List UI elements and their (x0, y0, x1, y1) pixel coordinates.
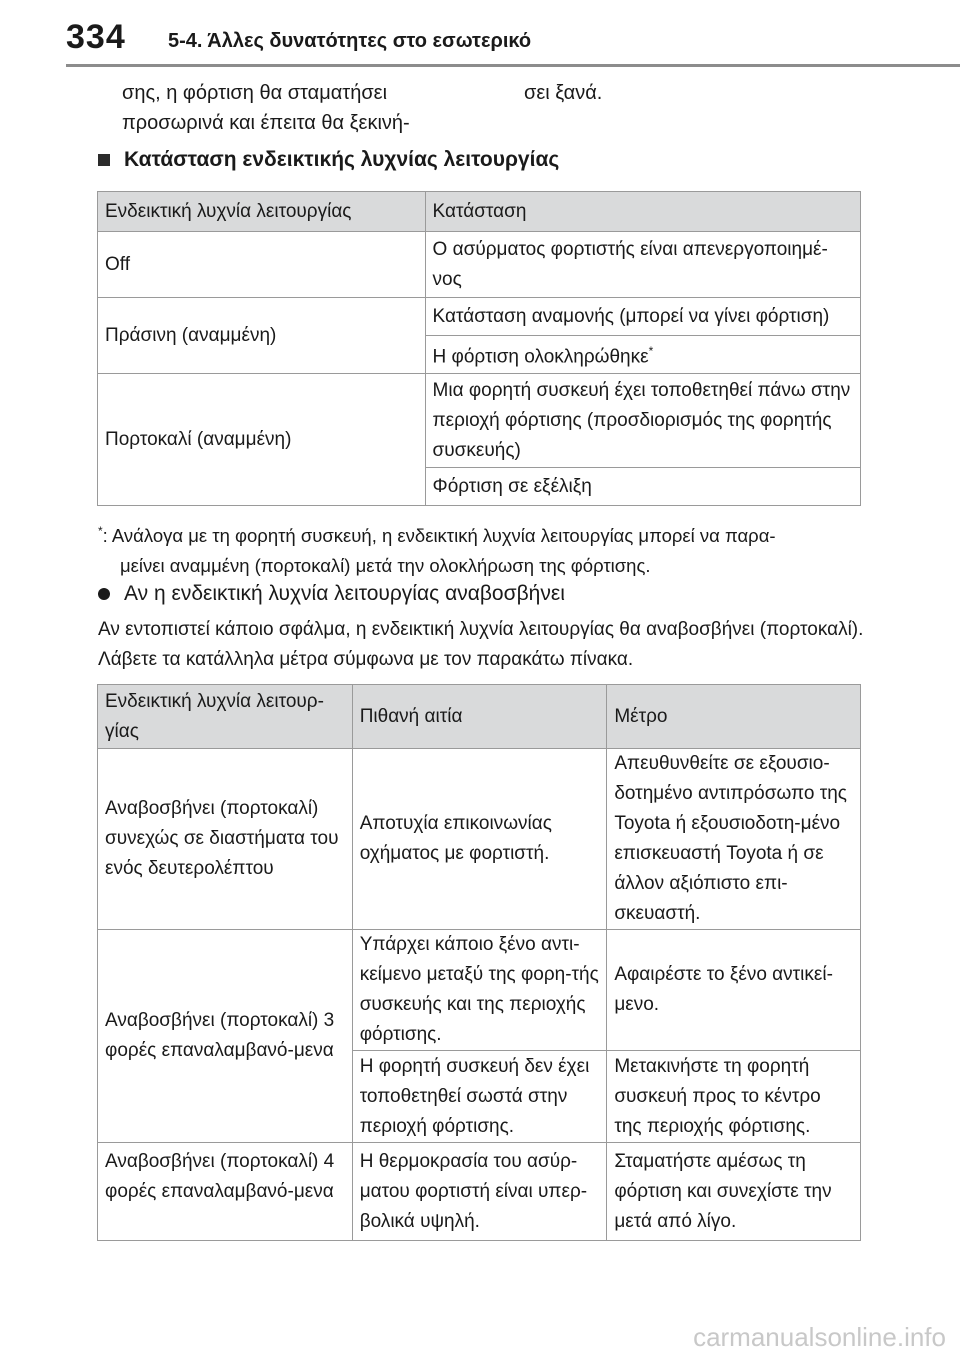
troubleshooting-table (97, 684, 861, 1241)
status-table (97, 191, 861, 506)
status-table-state-cell: Ο ασύρματος φορτιστής είναι απενεργοποιημέ-νος (425, 232, 860, 298)
blinking-section-heading (98, 582, 565, 606)
page-header (0, 0, 960, 72)
status-section-heading (98, 148, 559, 172)
status-table-state-cell: Κατάσταση αναμονής (μπορεί να γίνει φόρτιση) (425, 298, 860, 336)
troubleshooting-cause-cell: Η θερμοκρασία του ασύρ-ματου φορτιστή είναι υπερ-βολικά υψηλή. (352, 1143, 607, 1241)
troubleshooting-lamp-cell: Αναβοσβήνει (πορτοκαλί) 4 φορές επαναλαμβανό-μενα (98, 1143, 353, 1241)
troubleshooting-measure-cell: Αφαιρέστε το ξένο αντικεί-μενο. (607, 930, 861, 1051)
footnote-line: μείνει αναμμένη (πορτοκαλί) μετά την ολοκλήρωση της φόρτισης. (120, 555, 651, 577)
status-table-header: Κατάσταση (425, 192, 860, 232)
troubleshooting-cause-cell: Υπάρχει κάποιο ξένο αντι-κείμενο μεταξύ της φορη-τής συσκευής και της περιοχής φόρτισης. (352, 930, 607, 1051)
troubleshooting-lamp-cell: Αναβοσβήνει (πορτοκαλί) 3 φορές επαναλαμβανό-μενα (98, 930, 353, 1143)
troubleshooting-table-header: Μέτρο (607, 685, 861, 749)
troubleshooting-cause-cell: Αποτυχία επικοινωνίας οχήματος με φορτιστή. (352, 749, 607, 930)
continuation-line: σης, η φόρτιση θα σταματήσει (122, 82, 388, 104)
footnote-marker: * (648, 344, 654, 359)
troubleshooting-table-header: Πιθανή αιτία (352, 685, 607, 749)
status-table-lamp-cell: Πράσινη (αναμμένη) (98, 298, 426, 374)
status-table-state-cell (425, 336, 860, 374)
continuation-text-right (524, 78, 602, 108)
status-table-state-text: Η φόρτιση ολοκληρώθηκε (432, 346, 649, 368)
footnote (98, 516, 868, 581)
status-table-state-cell: Μια φορητή συσκευή έχει τοποθετηθεί πάνω στην περιοχή φόρτισης (προσδιορισμός της φορητής συσκευής) (425, 374, 860, 468)
troubleshooting-cause-cell: Η φορητή συσκευή δεν έχει τοποθετηθεί σωστά στην περιοχή φόρτισης. (352, 1051, 607, 1143)
watermark: carmanualsonline.info (693, 1322, 946, 1352)
troubleshooting-measure-cell: Απευθυνθείτε σε εξουσιο-δοτημένο αντιπρόσωπο της Toyota ή εξουσιοδοτη-μένο επισκευαστή Toyota ή σε άλλον αξιόπιστο επι-σκευαστή. (607, 749, 861, 930)
blinking-section-paragraph: Αν εντοπιστεί κάποιο σφάλμα, η ενδεικτική λυχνία λειτουργίας θα αναβοσβήνει (πορτοκαλί). Λάβετε τα κατάλληλα μέτρα σύμφωνα με τον παρακάτω πίνακα. (98, 619, 864, 670)
footnote-line: : Ανάλογα με τη φορητή συσκευή, η ενδεικτική λυχνία λειτουργίας μπορεί να παρα- (102, 525, 776, 547)
section-title: 5-4. Άλλες δυνατότητες στο εσωτερικό (168, 30, 532, 52)
troubleshooting-measure-cell: Μετακινήστε τη φορητή συσκευή προς το κέντρο της περιοχής φόρτισης. (607, 1051, 861, 1143)
status-table-lamp-cell: Off (98, 232, 426, 298)
round-bullet-icon (98, 588, 110, 600)
continuation-text-left (122, 78, 482, 138)
footnote-asterisk: * (98, 524, 103, 538)
troubleshooting-measure-cell: Σταματήστε αμέσως τη φόρτιση και συνεχίστε την μετά από λίγο. (607, 1143, 861, 1241)
status-table-state-cell: Φόρτιση σε εξέλιξη (425, 468, 860, 506)
continuation-line: σει ξανά. (524, 82, 603, 104)
header-divider (66, 64, 960, 67)
status-section-heading-text: Κατάσταση ενδεικτικής λυχνίας λειτουργίας (124, 148, 560, 171)
blinking-section-heading-text: Αν η ενδεικτική λυχνία λειτουργίας αναβοσβήνει (124, 582, 565, 605)
troubleshooting-table-header: Ενδεικτική λυχνία λειτουρ-γίας (98, 685, 353, 749)
page-number: 334 (66, 18, 126, 56)
square-bullet-icon (98, 154, 110, 166)
continuation-line: προσωρινά και έπειτα θα ξεκινή- (122, 112, 410, 134)
status-table-header: Ενδεικτική λυχνία λειτουργίας (98, 192, 426, 232)
status-table-lamp-cell: Πορτοκαλί (αναμμένη) (98, 374, 426, 506)
troubleshooting-lamp-cell: Αναβοσβήνει (πορτοκαλί) συνεχώς σε διαστήματα του ενός δευτερολέπτου (98, 749, 353, 930)
